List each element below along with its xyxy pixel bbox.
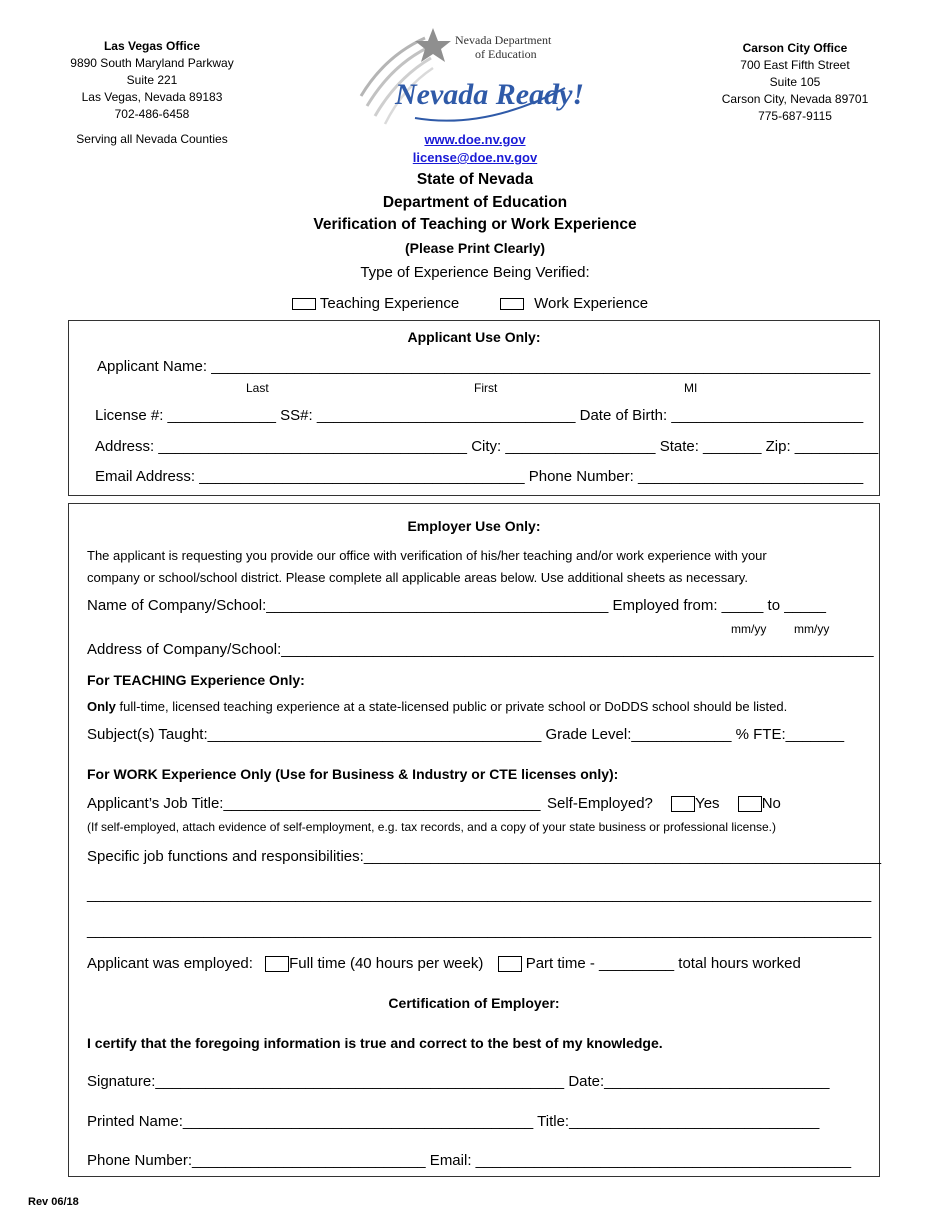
logo-dept-line1: Nevada Department — [455, 33, 552, 47]
las-vegas-city: Las Vegas, Nevada 89183 — [81, 90, 223, 104]
teaching-note — [87, 698, 787, 716]
teaching-section-heading: For TEACHING Experience Only: — [87, 672, 305, 688]
name-sub-first: First — [474, 381, 498, 395]
job-functions-blank-1[interactable]: ______________________________________________________________________________________________ — [87, 886, 872, 903]
name-sub-mi: MI — [684, 381, 698, 395]
las-vegas-address1: 9890 South Maryland Parkway — [70, 56, 234, 70]
subject-grade-fte-field[interactable]: Subject(s) Taught:________________________________________ Grade Level:____________ % FTE:_______ — [87, 726, 845, 743]
self-employed-no-checkbox[interactable] — [738, 796, 762, 812]
teaching-experience-label: Teaching Experience — [319, 295, 460, 312]
las-vegas-office-title: Las Vegas Office — [103, 39, 201, 53]
form-title: Verification of Teaching or Work Experience — [313, 216, 637, 233]
carson-phone: 775-687-9115 — [758, 109, 832, 123]
carson-city-office — [695, 40, 895, 125]
employer-intro-line1: The applicant is requesting you provide our office with verification of his/her teaching and/or work experience with your — [87, 548, 767, 563]
print-clearly-note: (Please Print Clearly) — [404, 239, 546, 256]
serving-note: Serving all Nevada Counties — [76, 132, 228, 146]
carson-address2: Suite 105 — [769, 75, 821, 89]
license-ssn-dob-field[interactable]: License #: _____________ SS#: _______________________________ Date of Birth: _______________________ — [95, 407, 864, 424]
teaching-experience-checkbox[interactable] — [292, 298, 316, 310]
heading-state: State of Nevada — [416, 171, 534, 188]
printed-name-title-field[interactable]: Printed Name:__________________________________________ Title:______________________________ — [87, 1113, 820, 1130]
applicant-section-title: Applicant Use Only: — [407, 329, 541, 345]
website-link[interactable]: www.doe.nv.gov — [424, 132, 526, 147]
applicant-name-field[interactable]: Applicant Name: _______________________________________________________________________________ — [97, 358, 871, 375]
employer-section-title: Employer Use Only: — [407, 518, 541, 534]
contact-links — [325, 131, 625, 167]
certification-title: Certification of Employer: — [388, 995, 560, 1011]
mmyy-from-hint: mm/yy — [731, 622, 767, 636]
employment-type-row — [87, 955, 801, 973]
mmyy-to-hint: mm/yy — [794, 622, 830, 636]
work-experience-checkbox[interactable] — [500, 298, 524, 310]
carson-city: Carson City, Nevada 89701 — [721, 92, 869, 106]
employer-phone-email-field[interactable]: Phone Number:____________________________ Email: _____________________________________________ — [87, 1152, 852, 1169]
applicant-email-phone-field[interactable]: Email Address: _______________________________________ Phone Number: ___________________________ — [95, 468, 864, 485]
teaching-note-rest: full-time, licensed teaching experience at a state-licensed public or private school or DoDDS school should be listed. — [115, 699, 788, 714]
employed-label: Applicant was employed: — [87, 955, 253, 972]
self-employed-yes-checkbox[interactable] — [671, 796, 695, 812]
work-experience-label: Work Experience — [534, 295, 649, 312]
full-time-checkbox[interactable] — [265, 956, 289, 972]
self-employed-yes-label: Yes — [695, 795, 720, 812]
job-functions-field[interactable]: Specific job functions and responsibilities:______________________________________________________________ — [87, 848, 882, 865]
logo-slogan: Nevada Ready! — [395, 78, 585, 111]
self-employed-no-label: No — [761, 795, 781, 812]
nevada-ready-logo — [355, 26, 595, 134]
revision-label: Rev 06/18 — [28, 1196, 79, 1208]
signature-date-field[interactable]: Signature:_________________________________________________ Date:___________________________ — [87, 1073, 830, 1090]
employer-intro-line2: company or school/school district. Please complete all applicable areas below. Use additional sheets as necessary. — [87, 570, 748, 585]
teaching-experience-option[interactable] — [292, 295, 459, 312]
self-employed-note: (If self-employed, attach evidence of self-employment, e.g. tax records, and a copy of your state business or professional license.) — [87, 820, 777, 834]
company-address-field[interactable]: Address of Company/School:_______________________________________________________________________ — [87, 641, 874, 658]
las-vegas-address2: Suite 221 — [126, 73, 178, 87]
las-vegas-phone: 702-486-6458 — [114, 107, 190, 121]
carson-address1: 700 East Fifth Street — [740, 58, 850, 72]
part-time-checkbox[interactable] — [498, 956, 522, 972]
certification-statement: I certify that the foregoing information is true and correct to the best of my knowledge. — [87, 1035, 663, 1051]
self-employed-label: Self-Employed? — [547, 795, 653, 812]
teaching-note-only: Only — [87, 699, 116, 714]
job-functions-blank-2[interactable]: ______________________________________________________________________________________________ — [87, 922, 872, 939]
email-link[interactable]: license@doe.nv.gov — [412, 150, 538, 165]
job-title-field[interactable]: Applicant’s Job Title:______________________________________ — [87, 795, 541, 812]
self-employed-question — [547, 795, 781, 813]
heading-dept: Department of Education — [382, 193, 568, 211]
work-experience-option[interactable] — [500, 295, 648, 312]
company-name-field[interactable]: Name of Company/School:_________________________________________ Employed from: _____ to _____ — [87, 597, 826, 614]
part-time-field[interactable]: Part time - _________ total hours worked — [525, 955, 801, 972]
name-sub-last: Last — [246, 381, 269, 395]
logo-dept-line2: of Education — [475, 47, 537, 61]
full-time-label: Full time (40 hours per week) — [289, 955, 484, 972]
work-section-heading: For WORK Experience Only (Use for Business & Industry or CTE licenses only): — [87, 766, 619, 782]
carson-office-title: Carson City Office — [742, 41, 848, 55]
applicant-address-field[interactable]: Address: _____________________________________ City: __________________ State: _______ Zip: __________ — [95, 438, 879, 455]
las-vegas-office — [52, 38, 252, 123]
form-heading — [175, 169, 775, 259]
star-swoosh-icon — [355, 26, 595, 134]
experience-type-question: Type of Experience Being Verified: — [360, 264, 590, 281]
